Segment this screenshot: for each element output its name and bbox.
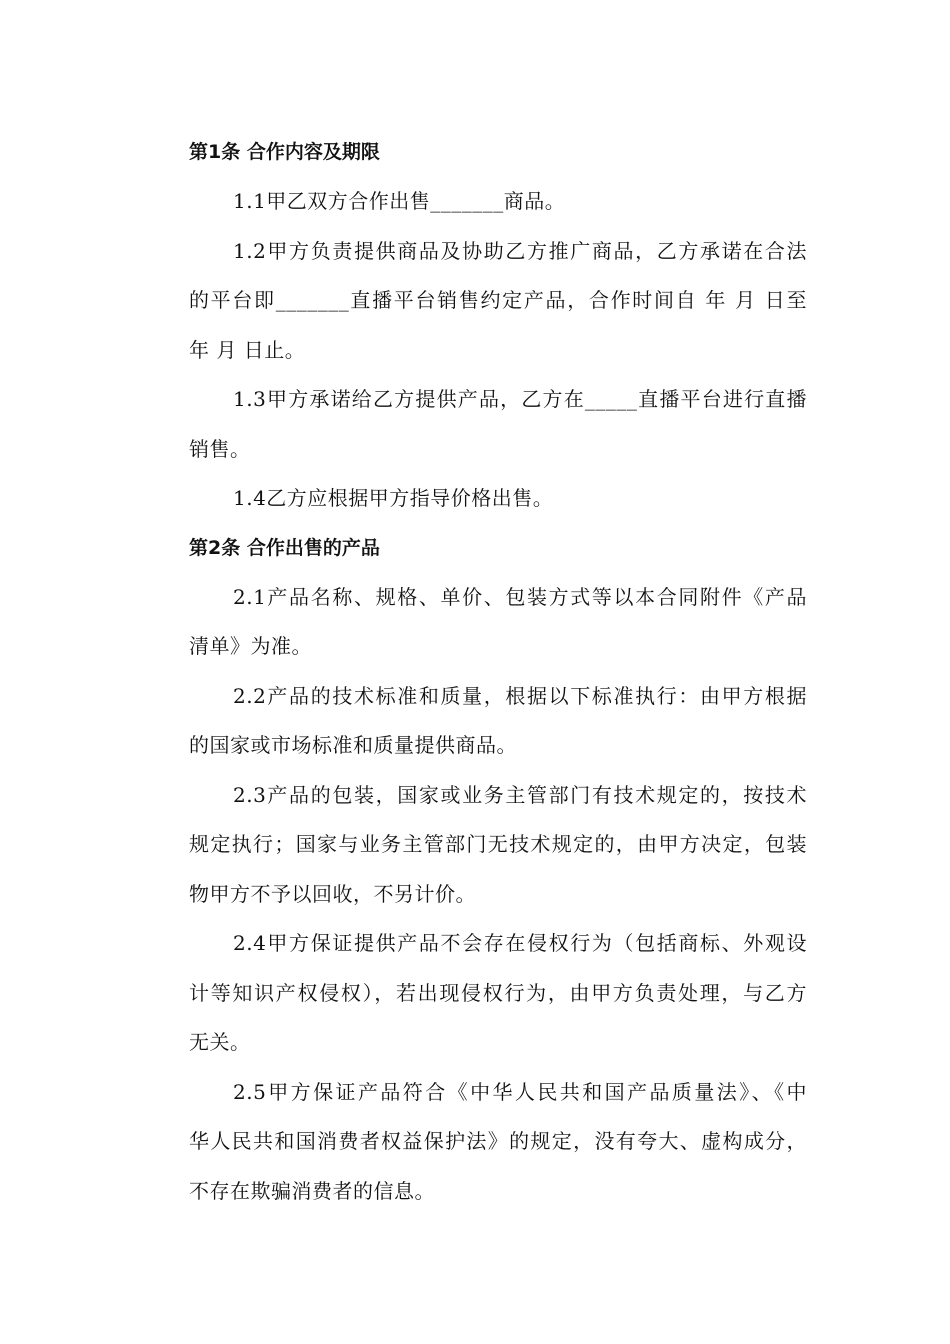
section-heading-1: 第1条 合作内容及期限 <box>189 141 380 163</box>
clause-1-3 <box>145 375 807 474</box>
clause-2-5 <box>145 1068 807 1217</box>
clause-line: 2.1产品名称、规格、单价、包装方式等以本合同附件《产品 <box>233 584 807 609</box>
clause-line: 年 月 日止。 <box>189 337 306 362</box>
clause-line: 的国家或市场标准和质量提供商品。 <box>189 733 517 757</box>
clause-line: 规定执行；国家与业务主管部门无技术规定的，由甲方决定，包装 <box>189 832 807 856</box>
clause-line: 1.4乙方应根据甲方指导价格出售。 <box>233 486 554 510</box>
clause-line: 不存在欺骗消费者的信息。 <box>189 1178 435 1203</box>
clause-1-1 <box>145 177 807 227</box>
clause-line: 的平台即_______直播平台销售约定产品，合作时间自 年 月 日至 <box>189 288 807 312</box>
clause-2-4 <box>145 919 807 1068</box>
clause-2-3 <box>145 771 807 920</box>
clause-line: 1.1甲乙双方合作出售_______商品。 <box>233 189 566 213</box>
clause-line: 2.4甲方保证提供产品不会存在侵权行为（包括商标、外观设 <box>233 931 807 955</box>
clause-1-4 <box>145 474 807 524</box>
clause-line: 1.2甲方负责提供商品及协助乙方推广商品，乙方承诺在合法 <box>233 238 807 263</box>
clause-line: 无关。 <box>189 1030 251 1054</box>
clause-line: 物甲方不予以回收，不另计价。 <box>189 881 476 906</box>
clause-line: 计等知识产权侵权），若出现侵权行为，由甲方负责处理，与乙方 <box>189 980 807 1005</box>
clause-1-2 <box>145 227 807 376</box>
contract-page <box>145 128 807 1216</box>
clause-line: 华人民共和国消费者权益保护法》的规定，没有夸大、虚构成分， <box>189 1129 807 1153</box>
clause-line: 销售。 <box>189 436 251 461</box>
clause-line: 2.2产品的技术标准和质量，根据以下标准执行：由甲方根据 <box>233 683 807 708</box>
clause-line: 2.5甲方保证产品符合《中华人民共和国产品质量法》、《中 <box>233 1079 807 1104</box>
section-heading-2: 第2条 合作出售的产品 <box>189 536 380 559</box>
clause-line: 清单》为准。 <box>189 634 312 658</box>
clause-line: 2.3产品的包装，国家或业务主管部门有技术规定的，按技术 <box>233 782 807 807</box>
clause-line: 1.3甲方承诺给乙方提供产品，乙方在_____直播平台进行直播 <box>233 387 807 411</box>
clause-2-2 <box>145 672 807 771</box>
clause-2-1 <box>145 573 807 672</box>
